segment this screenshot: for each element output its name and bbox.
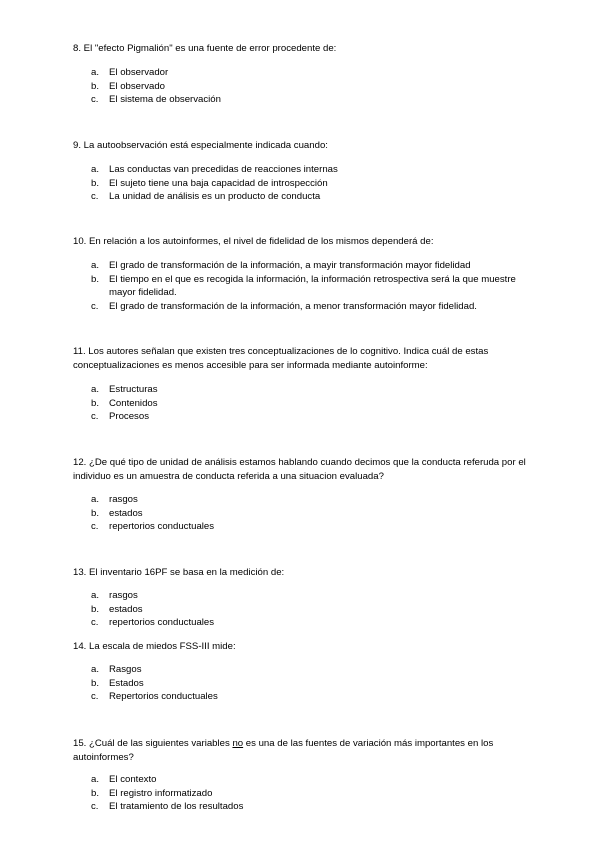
option-letter: c. (91, 617, 99, 629)
option-text: Estados (109, 677, 144, 689)
option-letter: a. (91, 774, 100, 785)
question-11-options (73, 383, 533, 424)
option-letter: b. (91, 177, 100, 189)
option-letter: c. (91, 801, 99, 813)
option-text: Contenidos (109, 397, 158, 409)
question-8-options (73, 66, 533, 107)
option (73, 410, 533, 424)
option-letter: c. (91, 521, 99, 533)
option-letter: b. (91, 80, 100, 92)
option-text: Procesos (109, 411, 149, 423)
option-text: rasgos (109, 494, 138, 505)
question-13-options (73, 589, 533, 630)
option (73, 383, 533, 397)
question-15-stem (73, 737, 533, 765)
option-letter: a. (91, 664, 100, 675)
question-15-underlined-word: no (232, 738, 244, 749)
option-text: El grado de transformación de la información, a menor transformación mayor fidelidad. (109, 300, 477, 312)
option-letter: b. (91, 507, 100, 519)
question-10-options (73, 259, 533, 313)
question-13-stem: 13. El inventario 16PF se basa en la medición de: (73, 567, 285, 578)
option (73, 603, 533, 617)
option (73, 493, 533, 507)
question-11-stem: 11. Los autores señalan que existen tres conceptualizaciones de lo cognitivo. Indica cuál de estas conceptualizaciones es menos accesible para ser informada mediante autoinforme: (73, 346, 489, 371)
question-9-options (73, 163, 533, 204)
option-text: Repertorios conductuales (109, 691, 218, 703)
option (73, 66, 533, 80)
option (73, 589, 533, 603)
question-9-stem: 9. La autoobservación está especialmente indicada cuando: (73, 140, 328, 151)
option (73, 663, 533, 677)
option (73, 787, 533, 801)
option (73, 177, 533, 191)
question-14-stem: 14. La escala de miedos FSS-III mide: (73, 641, 236, 652)
question-15-stem-end: es una de las fuentes de variación más importantes en los autoinformes? (73, 738, 494, 763)
option-letter: b. (91, 787, 100, 799)
option-letter: b. (91, 397, 100, 409)
question-10-stem: 10. En relación a los autoinformes, el nivel de fidelidad de los mismos dependerá de: (73, 236, 434, 247)
option-text: El registro informatizado (109, 787, 213, 799)
option-letter: c. (91, 300, 99, 312)
option-letter: a. (91, 384, 100, 395)
question-12-stem: 12. ¿De qué tipo de unidad de análisis estamos hablando cuando decimos que la conducta referuda por el individuo es un amuestra de conducta referida a una situacion evaluada? (73, 457, 526, 482)
option (73, 800, 533, 814)
option-text: La unidad de análisis es un producto de conducta (109, 191, 321, 203)
option-text: estados (109, 603, 143, 615)
option-text: estados (109, 507, 143, 519)
option (73, 190, 533, 204)
option-text: repertorios conductuales (109, 617, 215, 629)
option (73, 259, 533, 273)
option-letter: a. (91, 590, 100, 601)
option (73, 93, 533, 107)
option-text: Estructuras (109, 384, 158, 395)
option-letter: c. (91, 191, 99, 203)
option (73, 163, 533, 177)
option-letter: a. (91, 164, 100, 175)
option (73, 397, 533, 411)
option (73, 507, 533, 521)
option-letter: a. (91, 494, 100, 505)
option-letter: a. (91, 260, 100, 271)
question-14-options (73, 663, 533, 704)
question-15-options (73, 773, 533, 814)
option-text: El observador (109, 67, 169, 78)
option-text: El sujeto tiene una baja capacidad de introspección (109, 177, 328, 189)
option-text: El tiempo en el que es recogida la información, la información retrospectiva será la que muestre mayor fidelidad. (109, 273, 516, 299)
option (73, 616, 533, 630)
option (73, 690, 533, 704)
option-letter: a. (91, 67, 100, 78)
option-text: El observado (109, 80, 165, 92)
option-text: Rasgos (109, 664, 142, 675)
option-text: El contexto (109, 774, 157, 785)
option-letter: b. (91, 273, 100, 285)
option-letter: b. (91, 677, 100, 689)
option (73, 773, 533, 787)
option-text: rasgos (109, 590, 138, 601)
question-12-options (73, 493, 533, 534)
option (73, 80, 533, 94)
option-text: El sistema de observación (109, 94, 221, 106)
option-letter: c. (91, 691, 99, 703)
option-text: repertorios conductuales (109, 521, 215, 533)
option (73, 300, 533, 314)
option-text: Las conductas van precedidas de reacciones internas (109, 164, 338, 175)
option-text: El grado de transformación de la información, a mayir transformación mayor fidelidad (109, 260, 471, 271)
option-letter: b. (91, 603, 100, 615)
option-letter: c. (91, 94, 99, 106)
question-15-stem-start: 15. ¿Cuál de las siguientes variables (73, 738, 233, 749)
option (73, 520, 533, 534)
option-letter: c. (91, 411, 99, 423)
option-text: El tratamiento de los resultados (109, 801, 244, 813)
option (73, 273, 533, 300)
question-8-stem: 8. El "efecto Pigmalión" es una fuente de error procedente de: (73, 43, 337, 54)
option (73, 677, 533, 691)
